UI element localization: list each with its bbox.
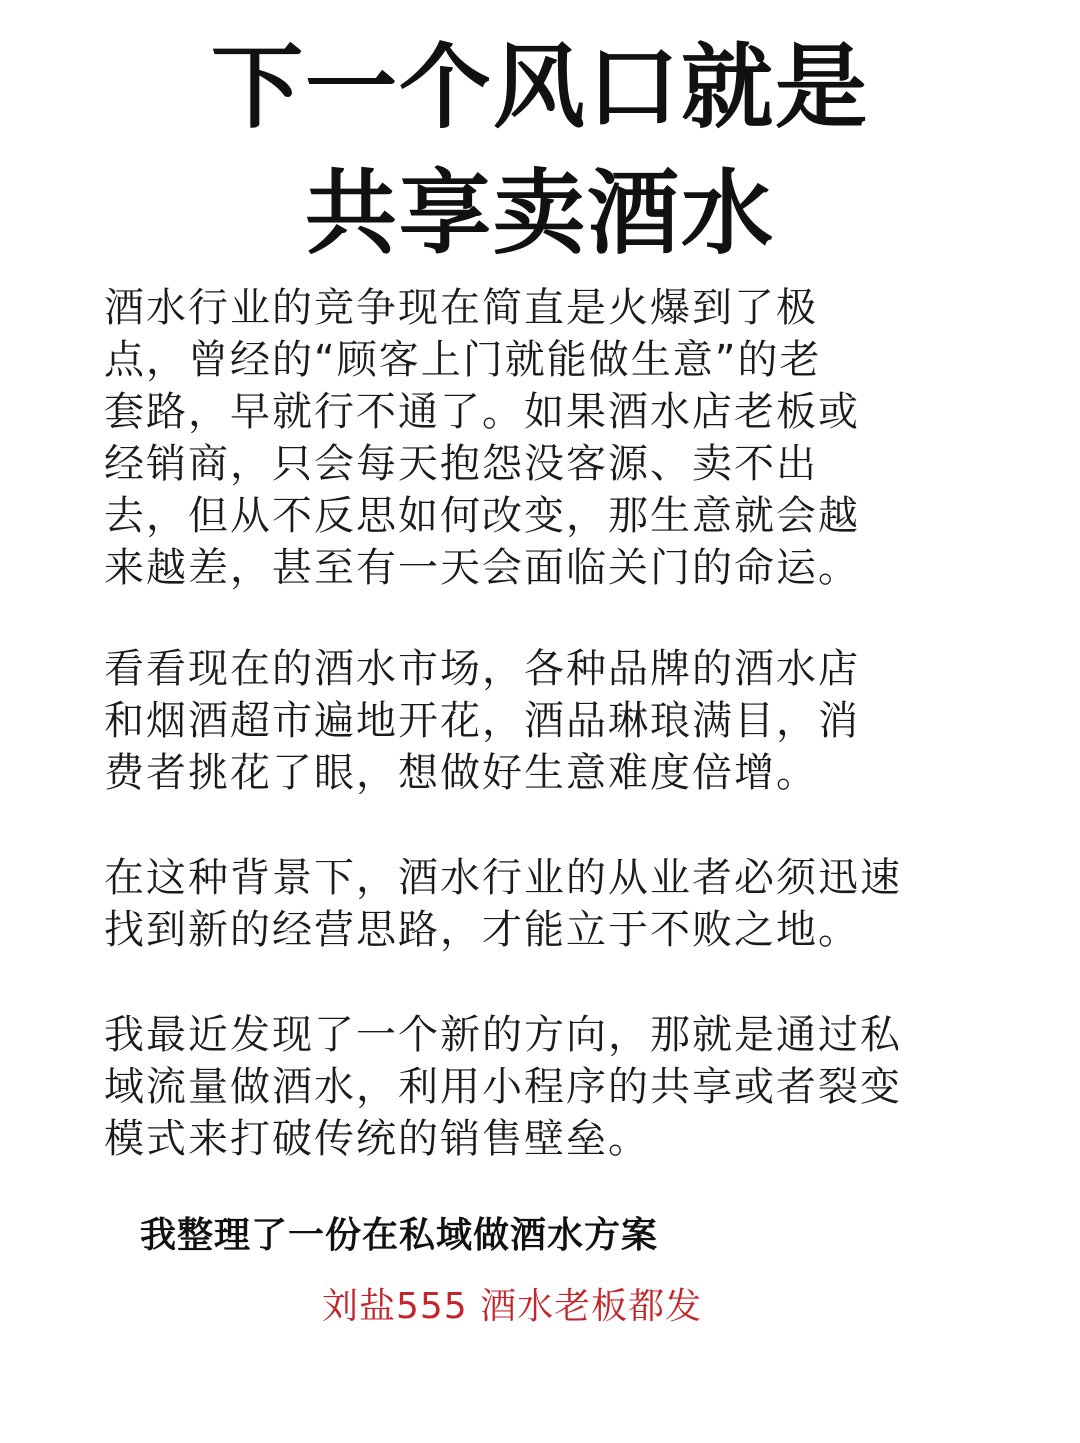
headline-line-2: 共享卖酒水 <box>304 160 775 267</box>
paragraph-line: 找到新的经营思路，才能立于不败之地。 <box>104 907 860 953</box>
paragraph-1 <box>104 282 984 594</box>
contact-line: 刘盐555 酒水老板都发 <box>322 1286 703 1327</box>
paragraph-2 <box>104 643 984 799</box>
headline-line-1: 下一个风口就是 <box>210 34 869 141</box>
paragraph-line: 套路，早就行不通了。如果酒水店老板或 <box>104 389 860 435</box>
paragraph-line: 来越差，甚至有一天会面临关门的命运。 <box>104 545 860 591</box>
paragraph-line: 我最近发现了一个新的方向，那就是通过私 <box>104 1012 902 1058</box>
paragraph-line: 经销商，只会每天抱怨没客源、卖不出 <box>104 441 818 487</box>
paragraph-line: 模式来打破传统的销售壁垒。 <box>104 1116 650 1162</box>
paragraph-line: 酒水行业的竞争现在简直是火爆到了极 <box>104 285 818 331</box>
paragraph-line: 和烟酒超市遍地开花，酒品琳琅满目，消 <box>104 698 860 744</box>
paragraph-line: 看看现在的酒水市场，各种品牌的酒水店 <box>104 646 860 692</box>
paragraph-line: 在这种背景下，酒水行业的从业者必须迅速 <box>104 855 902 901</box>
paragraph-line: 费者挑花了眼，想做好生意难度倍增。 <box>104 750 818 796</box>
paragraph-line: 去，但从不反思如何改变，那生意就会越 <box>104 493 860 539</box>
paragraph-line: 点，曾经的“顾客上门就能做生意”的老 <box>104 337 822 383</box>
paragraph-line: 域流量做酒水，利用小程序的共享或者裂变 <box>104 1064 902 1110</box>
paragraph-3 <box>104 852 984 956</box>
plan-offer-title: 我整理了一份在私域做酒水方案 <box>140 1215 659 1256</box>
paragraph-4 <box>104 1009 984 1165</box>
